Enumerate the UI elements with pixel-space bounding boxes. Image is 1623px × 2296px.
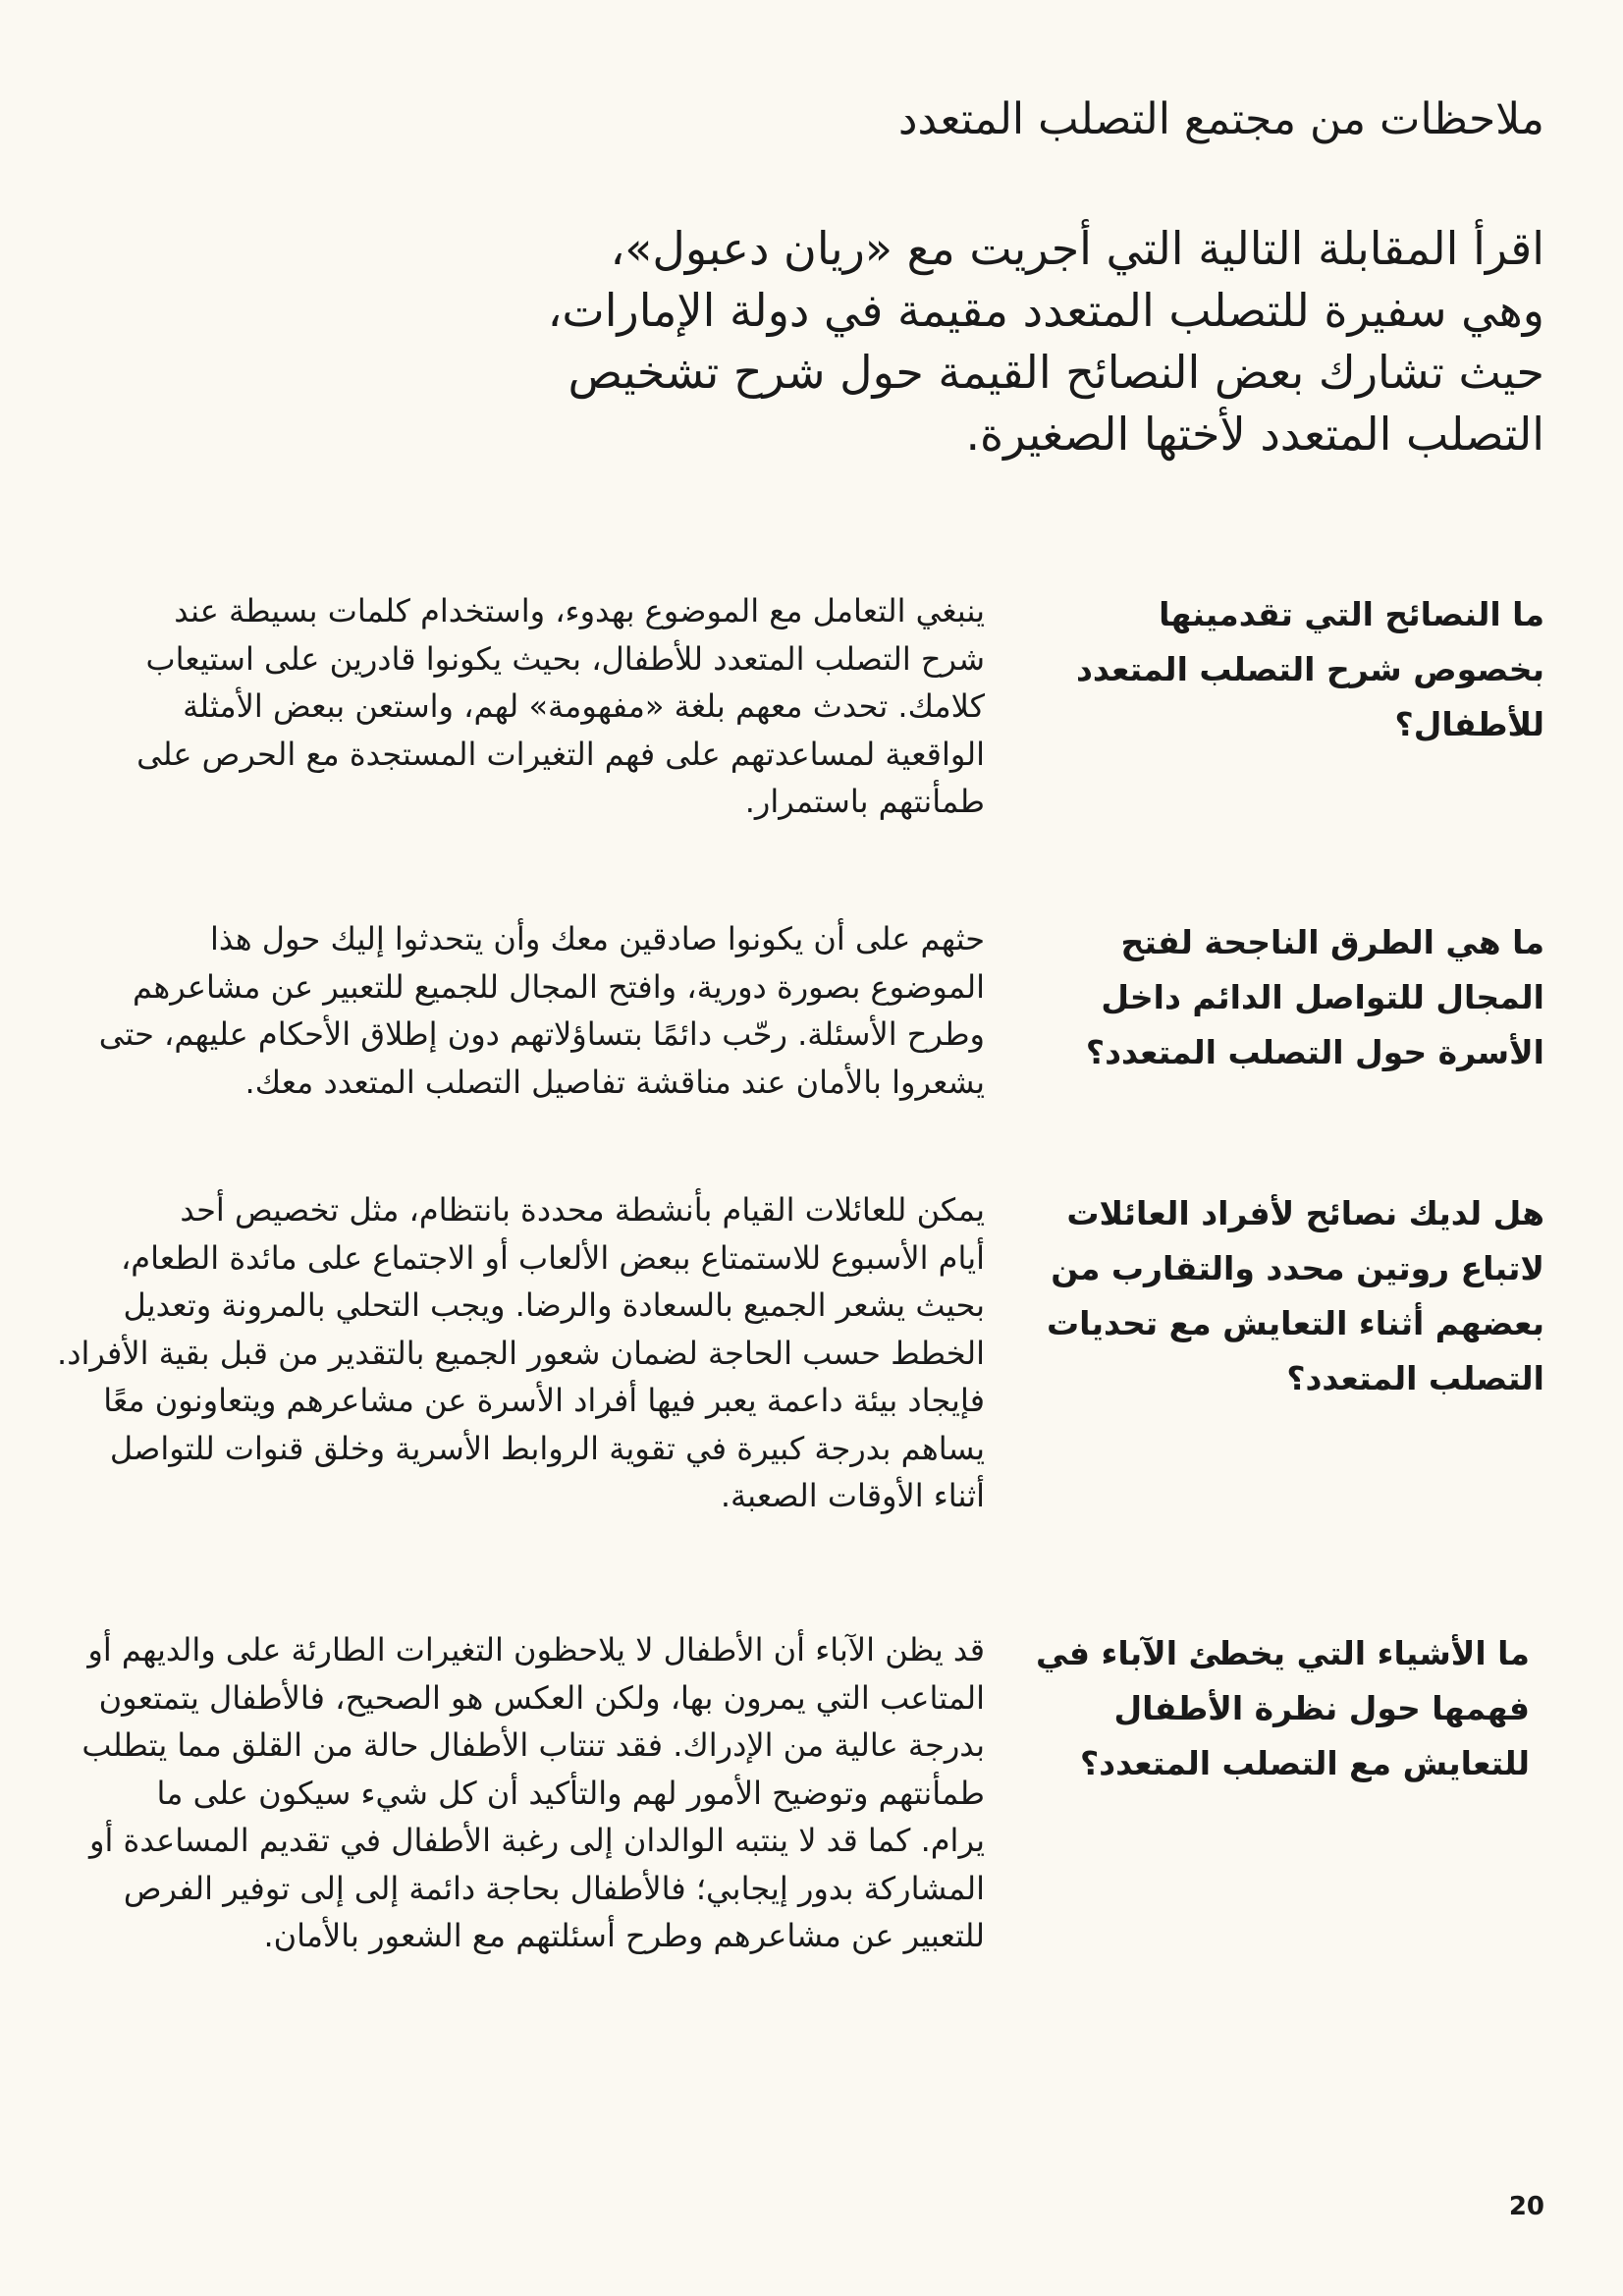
answer-line: يشعروا بالأمان عند مناقشة تفاصيل التصلب المتعدد معك.	[244, 1063, 985, 1101]
answer-line: يمكن للعائلات القيام بأنشطة محددة بانتظام، مثل تخصيص أحد	[180, 1191, 985, 1229]
section-title: ملاحظات من مجتمع التصلب المتعدد	[897, 94, 1544, 144]
interview-question: هل لديك نصائح لأفراد العائلات لاتباع روتين محدد والتقارب من بعضهم أثناء التعايش مع تحديات التصلب المتعدد؟	[1047, 1194, 1544, 1397]
answer-line: كلامك. تحدث معهم بلغة «مفهومة» لهم، واستعن ببعض الأمثلة	[183, 687, 985, 725]
interview-answer	[81, 915, 985, 1106]
intro-line: اقرأ المقابلة التالية التي أجريت مع «ريان دعبول»،	[610, 222, 1544, 275]
answer-line: الخطط حسب الحاجة لضمان شعور الجميع بالتقدير من قبل بقية الأفراد.	[57, 1334, 985, 1372]
answer-line: فإيجاد بيئة داعمة يعبر فيها أفراد الأسرة عن مشاعرهم ويتعاونون معًا	[103, 1382, 985, 1419]
interview-question: ما هي الطرق الناجحة لفتح المجال للتواصل الدائم داخل الأسرة حول التصلب المتعدد؟	[1085, 923, 1544, 1071]
answer-line: بدرجة عالية من الإدراك. فقد تنتاب الأطفال حالة من القلق مما يتطلب	[81, 1726, 985, 1764]
interview-answer	[57, 1186, 985, 1520]
answer-line: المتاعب التي يمرون بها، ولكن العكس هو الصحيح، فالأطفال يتمتعون	[98, 1678, 985, 1717]
answer-line: حثهم على أن يكونوا صادقين معك وأن يتحدثوا إليك حول هذا	[210, 920, 985, 957]
intro-line: التصلب المتعدد لأختها الصغيرة.	[965, 408, 1544, 461]
interview-answer	[81, 587, 985, 826]
answer-line: أيام الأسبوع للاستمتاع ببعض الألعاب أو الاجتماع على مائدة الطعام،	[120, 1238, 985, 1277]
intro-line: حيث تشارك بعض النصائح القيمة حول شرح تشخيص	[568, 346, 1544, 399]
answer-line: يساهم بدرجة كبيرة في تقوية الروابط الأسرية وخلق قنوات للتواصل	[109, 1429, 985, 1467]
answer-line: ينبغي التعامل مع الموضوع بهدوء، واستخدام كلمات بسيطة عند	[174, 592, 985, 629]
answer-line: طمأنتهم باستمرار.	[744, 783, 985, 820]
answer-line: للتعبير عن مشاعرهم وطرح أسئلتهم مع الشعور بالأمان.	[263, 1917, 985, 1954]
answer-line: قد يظن الآباء أن الأطفال لا يلاحظون التغيرات الطارئة على والديهم أو	[87, 1631, 985, 1668]
page-number: 20	[1508, 2192, 1544, 2221]
interview-question: ما الأشياء التي يخطئ الآباء في فهمها حول نظرة الأطفال للتعايش مع التصلب المتعدد؟	[1036, 1634, 1530, 1782]
answer-line: الموضوع بصورة دورية، وافتح المجال للجميع للتعبير عن مشاعرهم	[133, 967, 985, 1006]
answer-line: أثناء الأوقات الصعبة.	[720, 1477, 985, 1514]
answer-line: بحيث يشعر الجميع بالسعادة والرضا. ويجب التحلي بالمرونة وتعديل	[123, 1286, 985, 1324]
answer-line: الواقعية لمساعدتهم على فهم التغيرات المستجدة مع الحرص على	[136, 735, 985, 773]
intro-paragraph	[547, 218, 1544, 465]
answer-line: وطرح الأسئلة. رحّب دائمًا بتساؤلاتهم دون إطلاق الأحكام عليهم، حتى	[98, 1015, 985, 1053]
interview-answer	[81, 1626, 985, 1960]
answer-line: المشاركة بدور إيجابي؛ فالأطفال بحاجة دائمة إلى إلى توفير الفرص	[123, 1869, 985, 1907]
intro-line: وهي سفيرة للتصلب المتعدد مقيمة في دولة الإمارات،	[547, 284, 1544, 337]
interview-question: ما النصائح التي تقدمينها بخصوص شرح التصلب المتعدد للأطفال؟	[1075, 595, 1544, 743]
answer-line: شرح التصلب المتعدد للأطفال، بحيث يكونوا قادرين على استيعاب	[145, 639, 985, 678]
answer-line: يرام. كما قد لا ينتبه الوالدان إلى رغبة الأطفال في تقديم المساعدة أو	[89, 1822, 985, 1859]
answer-line: طمأنتهم وتوضيح الأمور لهم والتأكيد أن كل شيء سيكون على ما	[156, 1774, 985, 1812]
